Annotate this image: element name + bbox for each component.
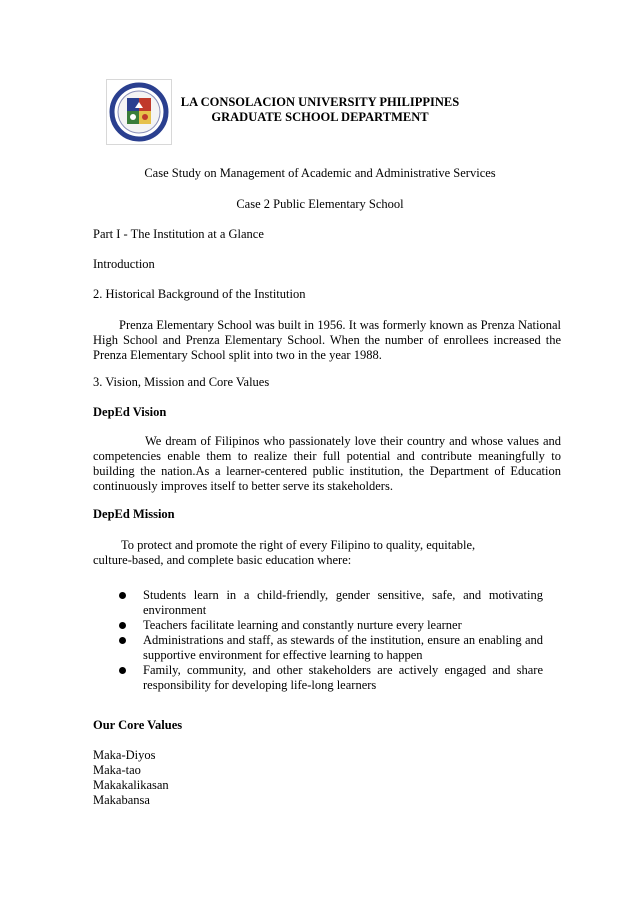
list-item: Students learn in a child-friendly, gender sensitive, safe, and motivating environment [117, 588, 543, 618]
part-heading: Part I - The Institution at a Glance [93, 227, 264, 241]
history-paragraph: Prenza Elementary School was built in 1956. It was formerly known as Prenza National High School and Prenza Elementary School. When the number of enrollees increased the Prenza Elementary School split into two in the year 1988. [93, 318, 561, 362]
core-value-item: Maka-tao [93, 763, 141, 777]
introduction-heading: Introduction [93, 257, 155, 271]
list-item: Administrations and staff, as stewards of the institution, ensure an enabling and supportive environment for effective learning to happen [117, 633, 543, 663]
vision-heading: DepEd Vision [93, 405, 167, 419]
core-value-item: Maka-Diyos [93, 748, 156, 762]
mission-bullet-list [117, 588, 543, 693]
list-item: Family, community, and other stakeholders are actively engaged and share responsibility for developing life-long learners [117, 663, 543, 693]
bullet-icon [119, 637, 126, 644]
core-value-item: Makabansa [93, 793, 150, 807]
department-name: GRADUATE SCHOOL DEPARTMENT [211, 110, 429, 124]
core-values-heading: Our Core Values [93, 718, 183, 732]
university-name: LA CONSOLACION UNIVERSITY PHILIPPINES [180, 95, 460, 109]
vmv-heading: 3. Vision, Mission and Core Values [93, 375, 270, 389]
vision-paragraph: We dream of Filipinos who passionately love their country and whose values and competencies enable them to realize their full potential and contribute meaningfully to building the nation.As a learner-centered public institution, the Department of Education continuously improves itself to better serve its stakeholders. [93, 434, 561, 493]
bullet-icon [119, 592, 126, 599]
mission-intro-line-1: To protect and promote the right of every Filipino to quality, equitable, [121, 538, 476, 552]
mission-intro-line-2: culture-based, and complete basic education where: [93, 553, 352, 567]
bullet-icon [119, 622, 126, 629]
document-title: Case Study on Management of Academic and Administrative Services [144, 166, 496, 180]
list-item: Teachers facilitate learning and constantly nurture every learner [117, 618, 543, 633]
mission-heading: DepEd Mission [93, 507, 175, 521]
core-value-item: Makakalikasan [93, 778, 169, 792]
document-subtitle: Case 2 Public Elementary School [236, 197, 404, 211]
history-heading: 2. Historical Background of the Institution [93, 287, 306, 301]
bullet-icon [119, 667, 126, 674]
